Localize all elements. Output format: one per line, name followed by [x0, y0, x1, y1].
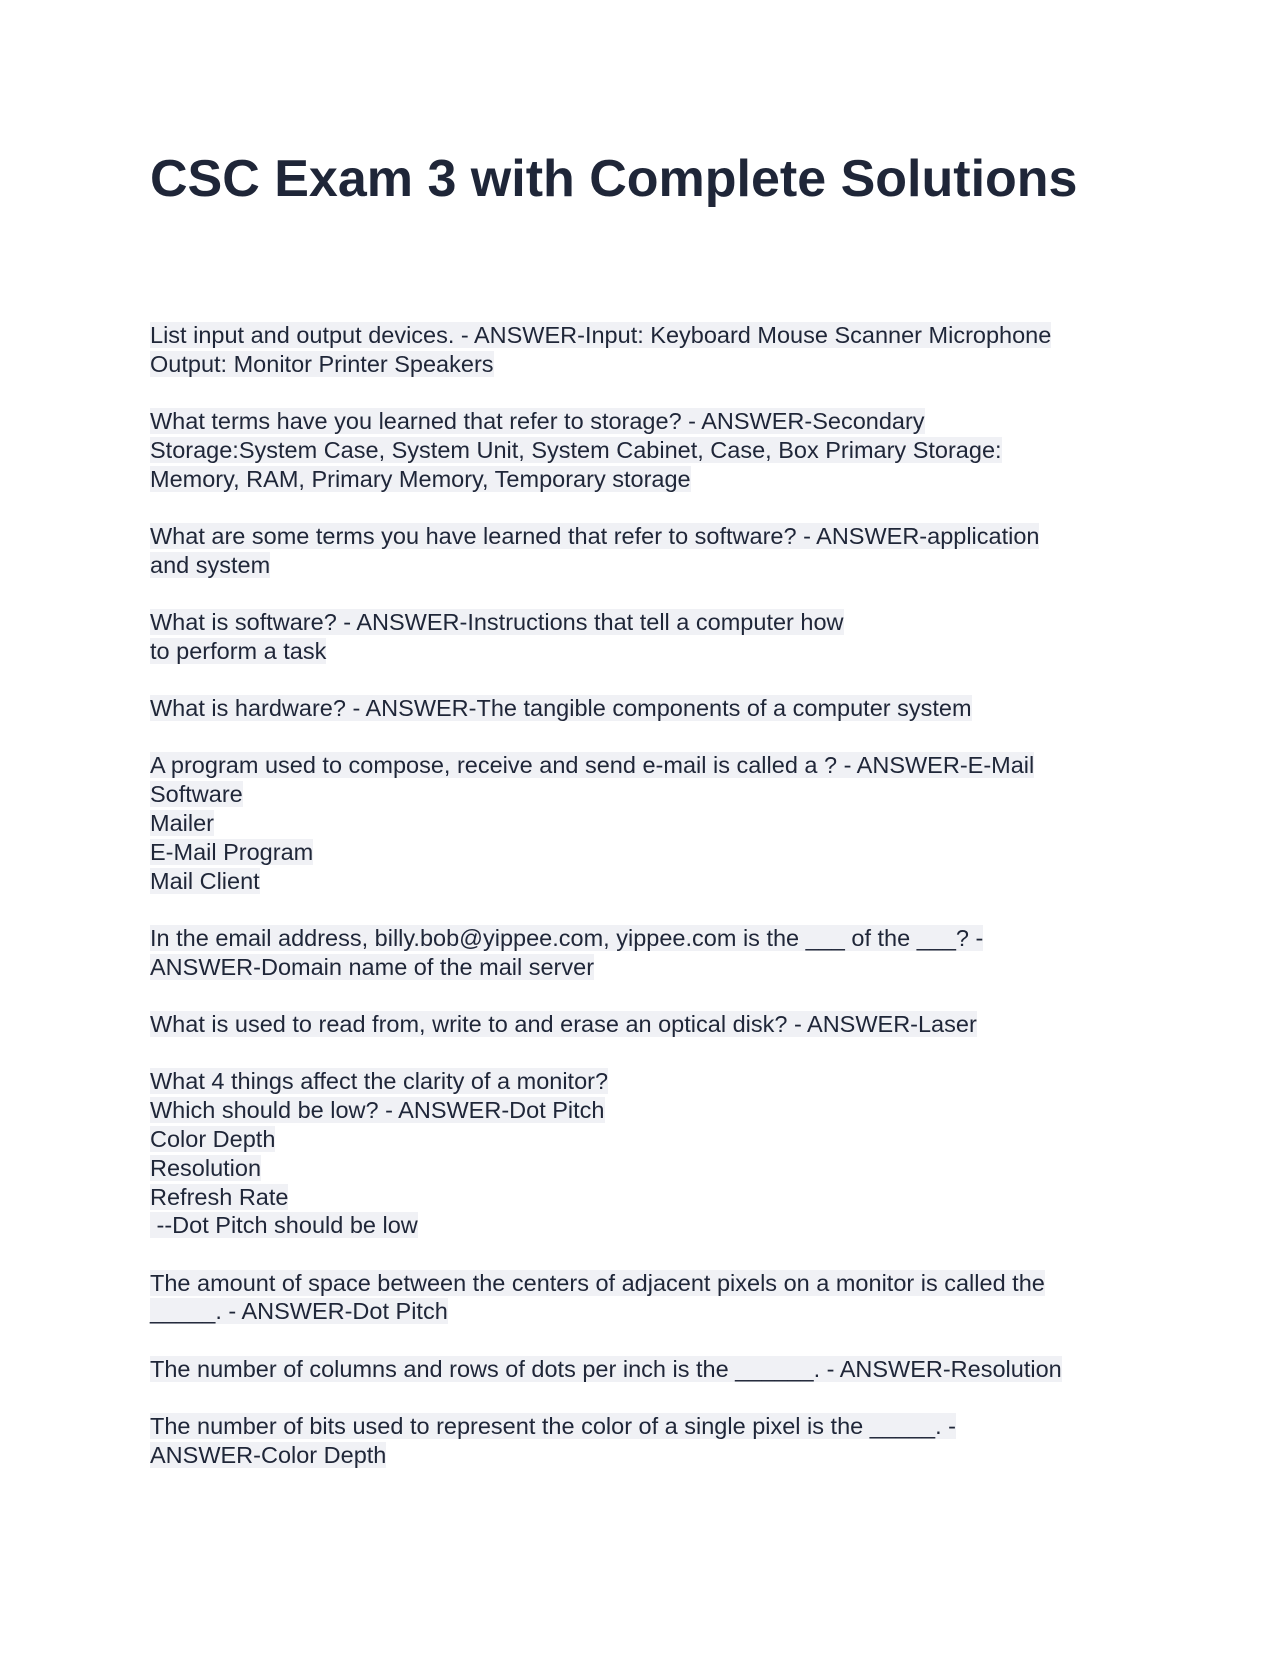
qa-line [150, 1183, 1150, 1212]
qa-line [150, 522, 1150, 551]
qa-line-text: and system [150, 551, 271, 578]
qa-line [150, 1211, 1150, 1240]
qa-line [150, 924, 1150, 953]
qa-line-text: List input and output devices. - ANSWER-Input: Keyboard Mouse Scanner Microphone [150, 322, 1052, 348]
qa-line-text: What terms have you learned that refer to storage? - ANSWER-Secondary [150, 408, 925, 435]
qa-line-text: What 4 things affect the clarity of a monitor? [150, 1068, 609, 1095]
qa-line [150, 867, 1150, 896]
qa-line-text: Software [150, 781, 243, 808]
qa-item [150, 1269, 1150, 1327]
qa-item [150, 407, 1150, 493]
qa-item [150, 1355, 1150, 1384]
qa-line-text: --Dot Pitch should be low [150, 1212, 418, 1239]
qa-line [150, 953, 1150, 982]
qa-line-text: E-Mail Program [150, 838, 314, 865]
qa-line [150, 809, 1150, 838]
qa-line-text: ANSWER-Domain name of the mail server [150, 953, 595, 980]
qa-line-text: Mailer [150, 810, 214, 837]
qa-line-text: to perform a task [150, 637, 327, 664]
qa-line [150, 407, 1150, 436]
qa-line-text: Resolution [150, 1154, 262, 1181]
qa-item [150, 1010, 1150, 1039]
qa-item [150, 1067, 1150, 1240]
qa-line-text: Refresh Rate [150, 1183, 289, 1210]
qa-item [150, 751, 1150, 895]
qa-line-text: Output: Monitor Printer Speakers [150, 350, 494, 377]
qa-line [150, 637, 1150, 666]
qa-line [150, 321, 1150, 350]
qa-line-text: The number of bits used to represent the color of a single pixel is the _____. - [150, 1413, 956, 1440]
qa-line-text: What is software? - ANSWER-Instructions that tell a computer how [150, 609, 844, 636]
qa-line [150, 608, 1150, 637]
qa-line-text: In the email address, billy.bob@yippee.com, yippee.com is the ___ of the ___? - [150, 924, 984, 951]
qa-line-text: Color Depth [150, 1125, 276, 1152]
qa-line [150, 1297, 1150, 1326]
qa-line-text: Mail Client [150, 867, 260, 894]
qa-line-text: What are some terms you have learned that refer to software? - ANSWER-application [150, 522, 1040, 549]
qa-line [150, 1154, 1150, 1183]
qa-item [150, 1412, 1150, 1470]
qa-item [150, 924, 1150, 982]
qa-item [150, 608, 1150, 666]
qa-line [150, 436, 1150, 465]
qa-line-text: Storage:System Case, System Unit, System Cabinet, Case, Box Primary Storage: [150, 436, 1002, 463]
qa-line [150, 751, 1150, 780]
qa-line-text: The amount of space between the centers of adjacent pixels on a monitor is called the [150, 1269, 1045, 1296]
qa-line-text: The number of columns and rows of dots per inch is the ______. - ANSWER-Resolution [150, 1355, 1062, 1382]
qa-item [150, 321, 1150, 379]
qa-line [150, 1096, 1150, 1125]
qa-line [150, 1412, 1150, 1441]
qa-line [150, 1010, 1150, 1039]
qa-line [150, 1355, 1150, 1384]
qa-item [150, 694, 1150, 723]
qa-line-text: A program used to compose, receive and send e-mail is called a ? - ANSWER-E-Mail [150, 752, 1035, 779]
qa-line-text: _____. - ANSWER-Dot Pitch [150, 1298, 448, 1325]
document-title: CSC Exam 3 with Complete Solutions [150, 150, 1078, 208]
qa-line-text: Memory, RAM, Primary Memory, Temporary storage [150, 465, 691, 492]
qa-line-text: What is hardware? - ANSWER-The tangible components of a computer system [150, 695, 972, 722]
qa-line [150, 1441, 1150, 1470]
qa-line [150, 694, 1150, 723]
qa-line [150, 465, 1150, 494]
qa-line-text: Which should be low? - ANSWER-Dot Pitch [150, 1097, 605, 1124]
qa-list [150, 321, 1150, 1498]
qa-line-text: What is used to read from, write to and erase an optical disk? - ANSWER-Laser [150, 1011, 977, 1038]
qa-line [150, 1125, 1150, 1154]
qa-line [150, 551, 1150, 580]
qa-line [150, 838, 1150, 867]
qa-line [150, 1269, 1150, 1298]
qa-line-text: ANSWER-Color Depth [150, 1441, 387, 1468]
qa-item [150, 522, 1150, 580]
qa-line [150, 1067, 1150, 1096]
qa-line [150, 780, 1150, 809]
qa-line [150, 350, 1150, 379]
